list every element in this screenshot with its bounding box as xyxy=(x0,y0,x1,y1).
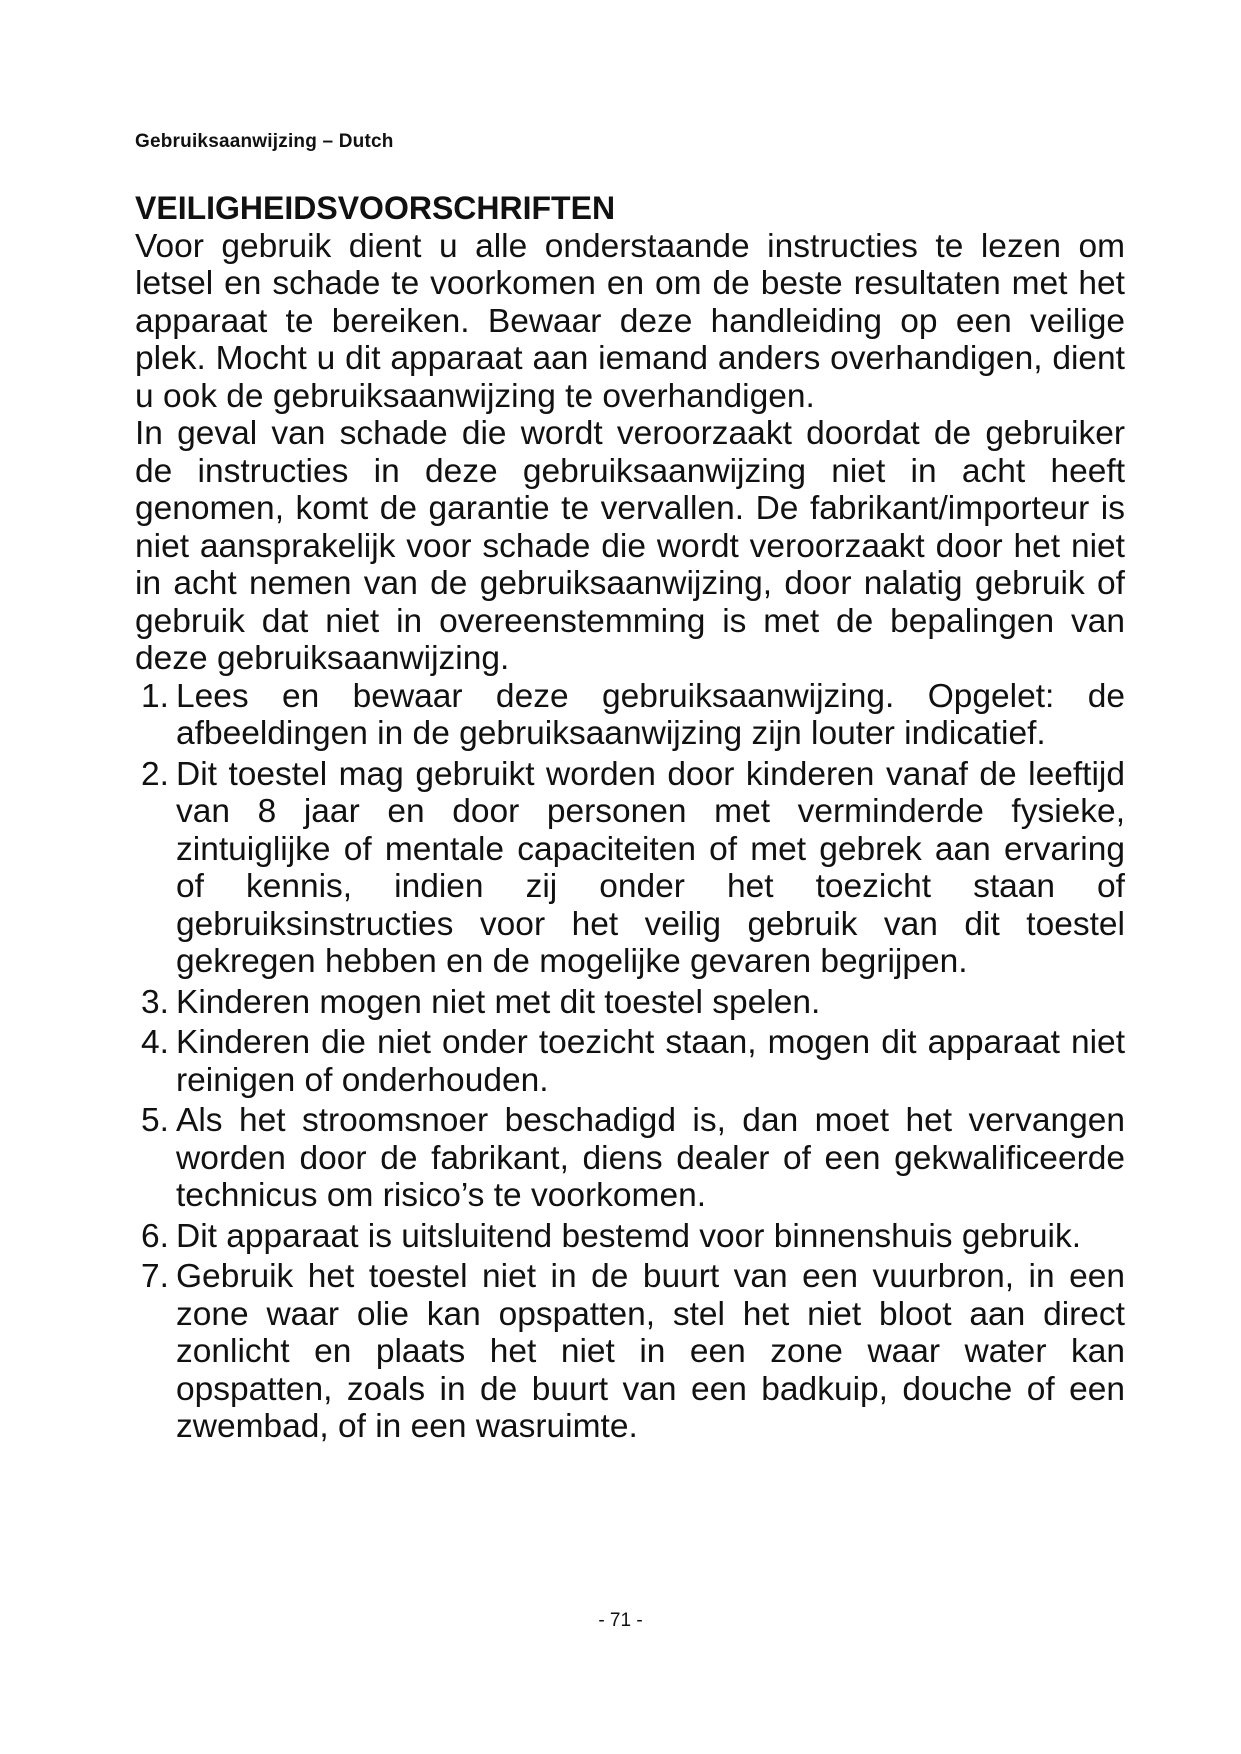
item-text: Kinderen mogen niet met dit toestel spelen. xyxy=(176,983,821,1021)
item-text: Gebruik het toestel niet in de buurt van een vuurbron, in een zone waar olie kan opspatten, stel het niet bloot aan direct zonlicht en plaats het niet in een zone waar water kan opspatten, zoals in de buurt van een badkuip, douche of een zwembad, of in een wasruimte. xyxy=(176,1258,1125,1445)
item-number: 3. xyxy=(141,983,169,1021)
item-text: Dit apparaat is uitsluitend bestemd voor binnenshuis gebruik. xyxy=(176,1217,1082,1255)
item-number: 5. xyxy=(141,1102,169,1139)
warranty-paragraph: In geval van schade die wordt veroorzaakt doordat de gebruiker de instructies in deze gebruiksaanwijzing niet in acht heeft genomen, komt de garantie te vervallen. De fabrikant/importeur is niet aansprakelijk voor schade die wordt veroorzaakt door het niet in acht nemen van de gebruiksaanwijzing, door nalatig gebruik of gebruik dat niet in overeenstemming is met de bepalingen van deze gebruiksaanwijzing. xyxy=(135,415,1125,677)
list-item xyxy=(141,983,1125,1022)
item-number: 2. xyxy=(141,755,169,793)
item-text: Dit toestel mag gebruikt worden door kinderen vanaf de leeftijd van 8 jaar en door personen met verminderde fysieke, zintuiglijke of mentale capaciteiten of met gebrek aan ervaring of kennis, indien zij onder het toezicht staan of gebruiksinstructies voor het veilig gebruik van dit toestel gekregen hebben en de mogelijke gevaren begrijpen. xyxy=(176,755,1125,980)
intro-paragraph: Voor gebruik dient u alle onderstaande instructies te lezen om letsel en schade te voorkomen en om de beste resultaten met het apparaat te bereiken. Bewaar deze handleiding op een veilige plek. Mocht u dit apparaat aan iemand anders overhandigen, dient u ook de gebruiksaanwijzing te overhandigen. xyxy=(135,227,1125,415)
list-item xyxy=(141,1024,1125,1099)
page-number: - 71 - xyxy=(598,1610,643,1631)
list-item xyxy=(141,755,1125,981)
safety-rules-list xyxy=(135,678,1125,1446)
item-number: 7. xyxy=(141,1258,169,1295)
section-title: VEILIGHEIDSVOORSCHRIFTEN xyxy=(135,190,616,226)
item-number: 6. xyxy=(141,1217,169,1255)
safety-section xyxy=(135,190,1125,1449)
item-number: 4. xyxy=(141,1024,169,1061)
item-number: 1. xyxy=(141,677,169,715)
list-item xyxy=(141,1102,1125,1215)
list-item xyxy=(141,1258,1125,1446)
item-text: Als het stroomsnoer beschadigd is, dan moet het vervangen worden door de fabrikant, diens dealer of een gekwalificeerde technicus om risico’s te voorkomen. xyxy=(176,1102,1125,1214)
list-item xyxy=(141,1217,1125,1256)
item-text: Kinderen die niet onder toezicht staan, mogen dit apparaat niet reinigen of onderhouden. xyxy=(176,1024,1125,1099)
item-text: Lees en bewaar deze gebruiksaanwijzing. Opgelet: de afbeeldingen in de gebruiksaanwijzing zijn louter indicatief. xyxy=(176,677,1125,752)
list-item xyxy=(141,677,1125,753)
running-header: Gebruiksaanwijzing – Dutch xyxy=(135,131,394,152)
